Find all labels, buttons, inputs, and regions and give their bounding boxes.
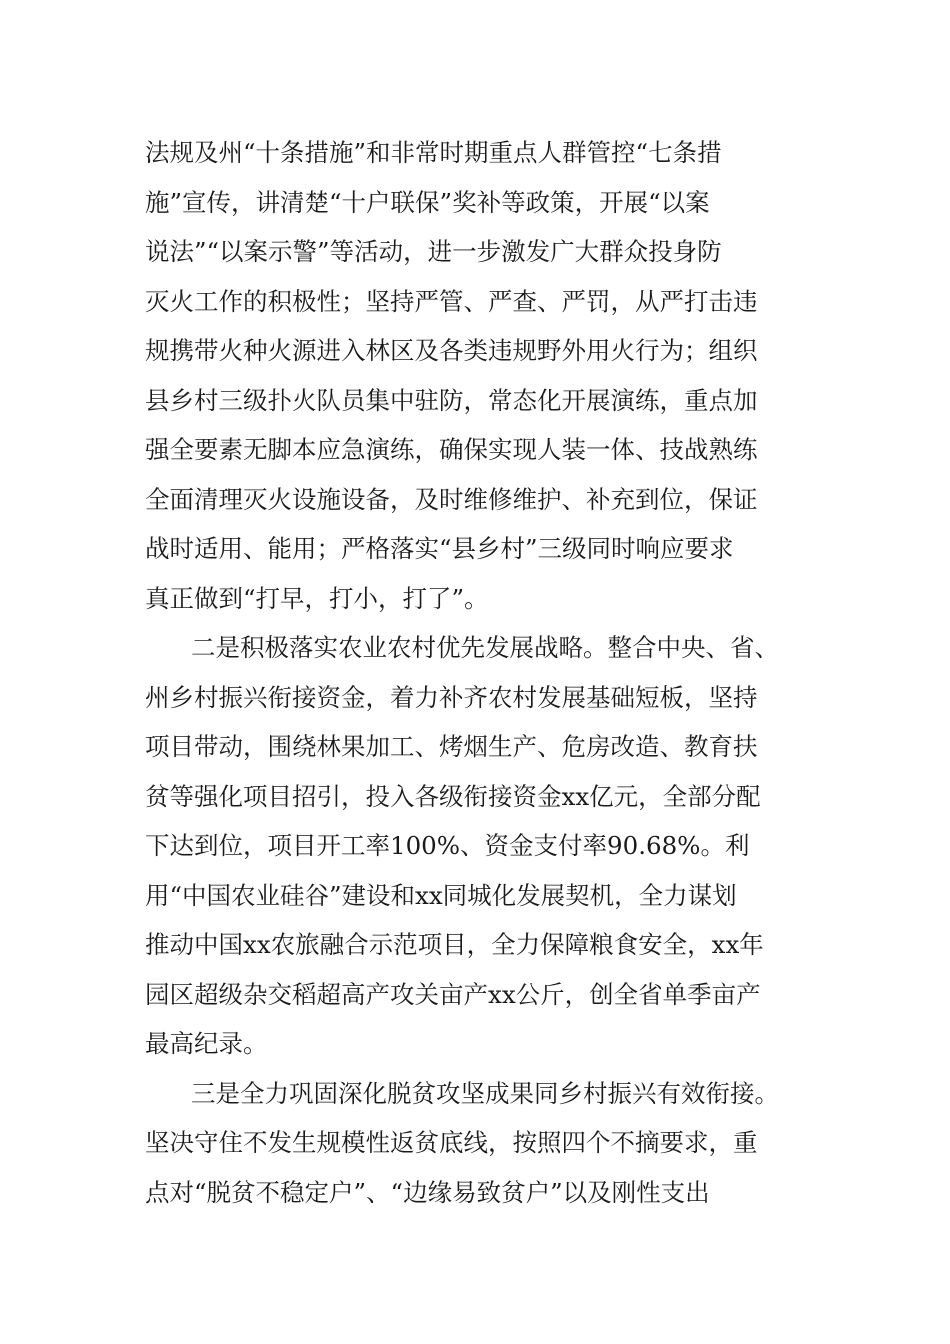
text-line: 灭火工作的积极性；坚持严管、严查、严罚，从严打击违 — [145, 286, 758, 316]
text-line: 州乡村振兴衔接资金，着力补齐农村发展基础短板，坚持 — [145, 682, 758, 712]
text-line: 园区超级杂交稻超高产攻关亩产xx公斤，创全省单季亩产 — [145, 979, 761, 1009]
text-line: 县乡村三级扑火队员集中驻防，常态化开展演练，重点加 — [145, 385, 758, 415]
text-line: 用“中国农业硅谷”建设和xx同城化发展契机，全力谋划 — [145, 880, 737, 910]
paragraph-start-line: 三是全力巩固深化脱贫攻坚成果同乡村振兴有效衔接。 — [191, 1078, 779, 1108]
text-line: 战时适用、能用；严格落实“县乡村”三级同时响应要求 — [145, 534, 734, 563]
text-line: 点对“脱贫不稳定户”、“边缘易致贫户”以及刚性支出 — [145, 1177, 710, 1207]
text-line: 贫等强化项目招引，投入各级衔接资金xx亿元，全部分配 — [145, 781, 761, 811]
text-line: 真正做到“打早，打小，打了”。 — [145, 583, 489, 613]
text-line: 法规及州“十条措施”和非常时期重点人群管控“七条措 — [145, 138, 722, 167]
text-line: 最高纪录。 — [145, 1029, 268, 1058]
text-line: 坚决守住不发生规模性返贫底线，按照四个不摘要求，重 — [145, 1128, 758, 1157]
text-line: 说法”“以案示警”等活动，进一步激发广大群众投身防 — [145, 237, 722, 266]
text-line: 强全要素无脚本应急演练，确保实现人装一体、技战熟练 — [145, 435, 758, 464]
text-line: 施”宣传，讲清楚“十户联保”奖补等政策，开展“以案 — [145, 187, 710, 217]
text-line: 规携带火种火源进入林区及各类违规野外用火行为；组织 — [145, 336, 758, 365]
paragraph-start-line: 二是积极落实农业农村优先发展战略。整合中央、省、 — [191, 633, 779, 662]
text-line: 全面清理灭火设施设备，及时维修维护、补充到位，保证 — [145, 484, 758, 514]
document-body — [145, 128, 810, 1217]
text-line: 推动中国xx农旅融合示范项目，全力保障粮食安全，xx年 — [145, 930, 764, 959]
text-line: 项目带动，围绕林果加工、烤烟生产、危房改造、教育扶 — [145, 732, 758, 761]
text-line: 下达到位，项目开工率100%、资金支付率90.68%。利 — [145, 831, 750, 860]
